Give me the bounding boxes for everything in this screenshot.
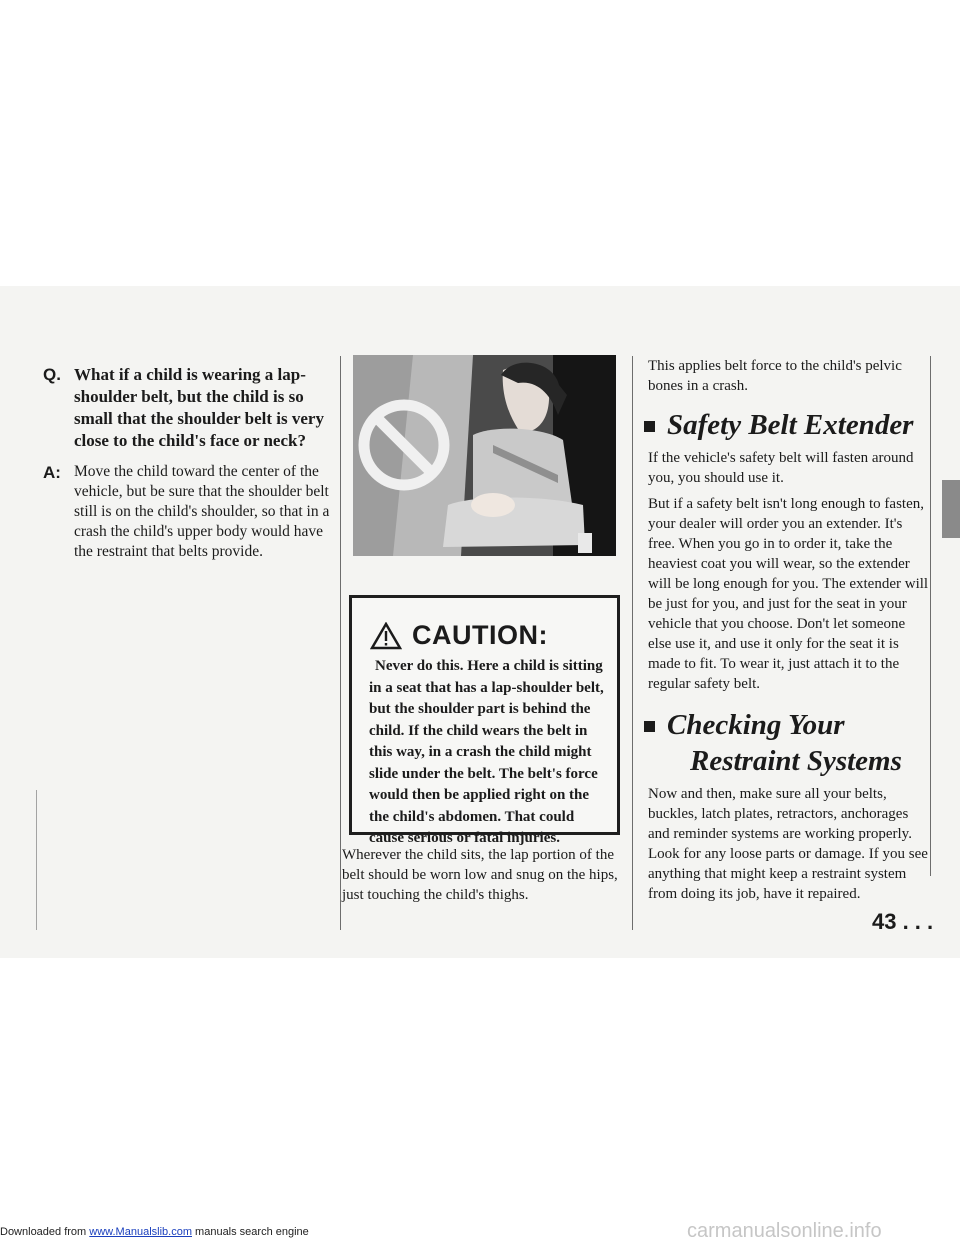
right-column [648, 356, 932, 910]
section-title-line-1: Checking Your [667, 709, 845, 741]
bottom-margin [0, 958, 960, 1242]
caution-title: CAUTION: [412, 620, 548, 650]
watermark-text: carmanualsonline.info [687, 1220, 882, 1242]
footer-prefix: Downloaded from [0, 1226, 87, 1238]
square-bullet-icon [644, 421, 655, 432]
top-margin [0, 0, 960, 290]
question-answer-block [43, 364, 343, 562]
section-title: Safety Belt Extender [667, 409, 914, 441]
question [43, 364, 343, 452]
square-bullet-icon [644, 721, 655, 732]
column-rule-outer-left [36, 790, 37, 930]
extender-paragraph-2: But if a safety belt isn't long enough to fasten, your dealer will order you an extender. It's free. When you go in to order it, take the heaviest coat you will wear, so the extender will be long enough for you. The extender will be just for you, and just for the seat in your vehicle that you choose. Don't let someone else use it, and use it only for the seat it is made to fit. To wear it, just attach it to the regular safety belt. [648, 496, 929, 692]
download-footer [0, 1226, 309, 1238]
question-letter: Q. [43, 365, 61, 384]
warning-triangle-icon [370, 622, 402, 650]
question-text: What if a child is wearing a lap-shoulder belt, but the child is so small that the shoulder belt is very close to the child's face or neck? [74, 365, 324, 450]
checking-restraint-heading [644, 710, 932, 776]
page-number: 43 . . . [872, 909, 934, 934]
intro-paragraph: This applies belt force to the child's pelvic bones in a crash. [648, 358, 902, 394]
section-title-line-2: Restraint Systems [690, 745, 902, 777]
prohibited-icon [356, 397, 452, 493]
answer-text: Move the child toward the center of the vehicle, but be sure that the shoulder belt still is on the child's shoulder, so that in a crash the child's upper body would have the restraint that belts provide. [74, 463, 330, 560]
checking-paragraph: Now and then, make sure all your belts, buckles, latch plates, retractors, anchorages and reminder systems are working properly. Look for any loose parts or damage. If you see anything that might keep a restraint system from doing its job, have it repaired. [648, 786, 928, 902]
child-seat-belt-photo [353, 355, 616, 556]
section-title-block [667, 710, 902, 776]
answer-letter: A: [43, 463, 61, 482]
answer [43, 462, 343, 562]
footer-suffix: manuals search engine [195, 1226, 309, 1238]
lap-belt-paragraph: Wherever the child sits, the lap portion of the belt should be worn low and snug on the hips, just touching the child's thighs. [342, 847, 618, 903]
footer-link[interactable]: www.Manualslib.com [89, 1226, 192, 1238]
edge-index-tab [942, 480, 960, 538]
safety-belt-extender-heading [644, 410, 932, 440]
column-rule-middle [632, 356, 633, 930]
caution-header [370, 620, 548, 651]
extender-paragraph-1: If the vehicle's safety belt will fasten around you, you should use it. [648, 450, 914, 486]
caution-text: Never do this. Here a child is sitting in a seat that has a lap-shoulder belt, but the shoulder part is behind the child. If the child wears the belt in this way, in a crash the child might slide under the belt. The belt's force would then be applied right on the the child's abdomen. That could cause serious or fatal injuries. [369, 658, 604, 846]
caution-box [349, 595, 620, 846]
